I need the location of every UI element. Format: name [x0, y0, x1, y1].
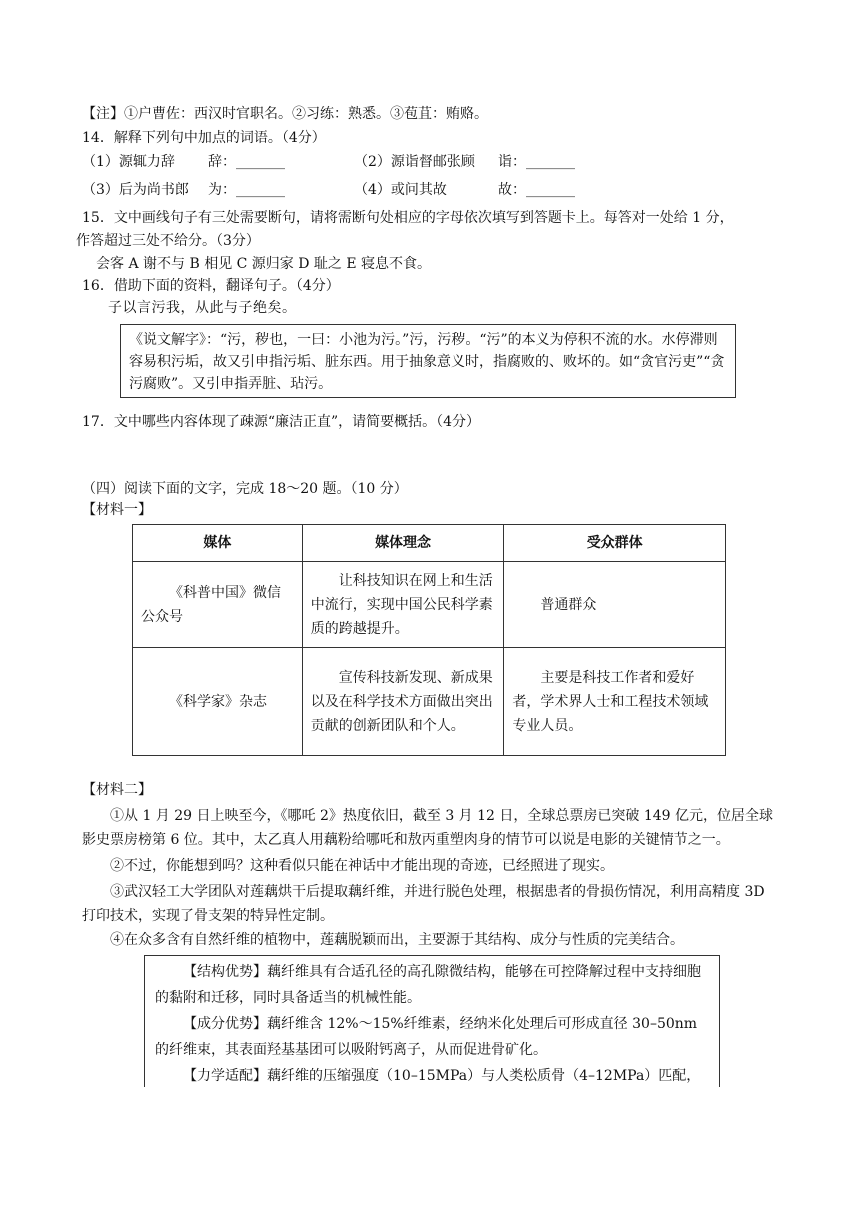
question-17: 17．文中哪些内容体现了疎源“廉洁正直”，请简要概括。（4分）: [82, 414, 481, 430]
q14-item-2-sentence: （2）源诣督邮张顾: [354, 154, 475, 170]
cell-media: 《科学家》杂志: [133, 648, 303, 756]
material-2-label: 【材料二】: [82, 782, 152, 798]
question-15-line-2: 作答超过三处不给分。（3分）: [76, 233, 260, 249]
q14-item-4-sentence: （4）或问其故: [354, 182, 447, 198]
question-15-sentence: 会客 A 谢不与 B 相见 C 源归家 D 耻之 E 寝息不食。: [96, 256, 432, 272]
section-4-heading: （四）阅读下面的文字，完成 18～20 题。（10 分）: [82, 481, 408, 497]
composition-advantage: 【成分优势】藕纤维含 12%～15%纤维素，经纳米化处理后可形成直径 30–50nm 的纤维束，其表面羟基基团可以吸附钙离子，从而促进骨矿化。: [155, 1016, 698, 1058]
lotus-fiber-box: [144, 955, 720, 1087]
cell-audience: 普通群众: [504, 562, 726, 648]
paragraph-3: ③武汉轻工大学团队对莲藕烘干后提取藕纤维，并进行脱色处理，根据患者的骨损伤情况，利用高精度 3D 打印技术，实现了骨支架的特异性定制。: [82, 884, 765, 924]
q14-item-4-answer: 故：_______: [498, 182, 575, 198]
cell-media: 《科普中国》微信公众号: [133, 562, 303, 648]
header-media: 媒体: [133, 525, 303, 562]
q14-item-3-answer: 为：_______: [208, 182, 285, 198]
question-16-title: 16．借助下面的资料，翻译句子。（4分）: [82, 278, 340, 294]
q14-item-1-answer: 辞：_______: [208, 154, 285, 170]
paragraph-2: ②不过，你能想到吗？这种看似只能在神话中才能出现的奇迹，已经照进了现实。: [110, 858, 614, 874]
mechanical-fit: 【力学适配】藕纤维的压缩强度（10–15MPa）与人类松质骨（4–12MPa）匹配，: [183, 1068, 701, 1084]
question-16-sentence: 子以言污我，从此与子绝矣。: [108, 300, 297, 316]
annotation-note: 【注】①户曹佐：西汉时官职名。②习练：熟悉。③苞苴：贿赂。: [82, 106, 488, 122]
structure-advantage: 【结构优势】藕纤维具有合适孔径的高孔隙微结构，能够在可控降解过程中支持细胞的黏附和迁移，同时具备适当的机械性能。: [155, 964, 701, 1006]
cell-concept: 宣传科技新发现、新成果以及在科学技术方面做出突出贡献的创新团队和个人。: [302, 648, 504, 756]
shuowen-reference-box: 《说文解字》：“污，秽也，一曰：小池为污。”污，污秽。“污”的本义为停积不流的水。水停滞则容易积污垢，故又引申指污垢、脏东西。用于抽象意义时，指腐败的、败坏的。如“贪官污吏”“贪污腐败”。又引申指弄脏、玷污。: [120, 324, 736, 398]
paragraph-1: ①从 1 月 29 日上映至今，《哪吒 2》热度依旧，截至 3 月 12 日，全球总票房已突破 149 亿元，位居全球影史票房榜第 6 位。其中，太乙真人用藕粉给哪吒和敖丙重塑肉身的情节可以说是电影的关键情节之一。: [82, 808, 774, 848]
media-table: [132, 524, 726, 756]
table-row: [133, 648, 726, 756]
question-15-line-1: 15．文中画线句子有三处需要断句，请将需断句处相应的字母依次填写到答题卡上。每答对一处给 1 分，: [82, 210, 734, 226]
table-row: [133, 562, 726, 648]
table-header-row: [133, 525, 726, 562]
q14-item-3-sentence: （3）后为尚书郎: [82, 182, 189, 198]
question-14-title: 14．解释下列句中加点的词语。（4分）: [82, 130, 326, 146]
paragraph-4: ④在众多含有自然纤维的植物中，莲藕脱颖而出，主要源于其结构、成分与性质的完美结合。: [110, 932, 684, 948]
cell-audience: 主要是科技工作者和爱好者，学术界人士和工程技术领域专业人员。: [504, 648, 726, 756]
material-1-label: 【材料一】: [82, 502, 152, 518]
header-concept: 媒体理念: [302, 525, 504, 562]
q14-item-1-sentence: （1）源辄力辞: [82, 154, 175, 170]
q14-item-2-answer: 诣：_______: [498, 154, 575, 170]
header-audience: 受众群体: [504, 525, 726, 562]
cell-concept: 让科技知识在网上和生活中流行，实现中国公民科学素质的跨越提升。: [302, 562, 504, 648]
